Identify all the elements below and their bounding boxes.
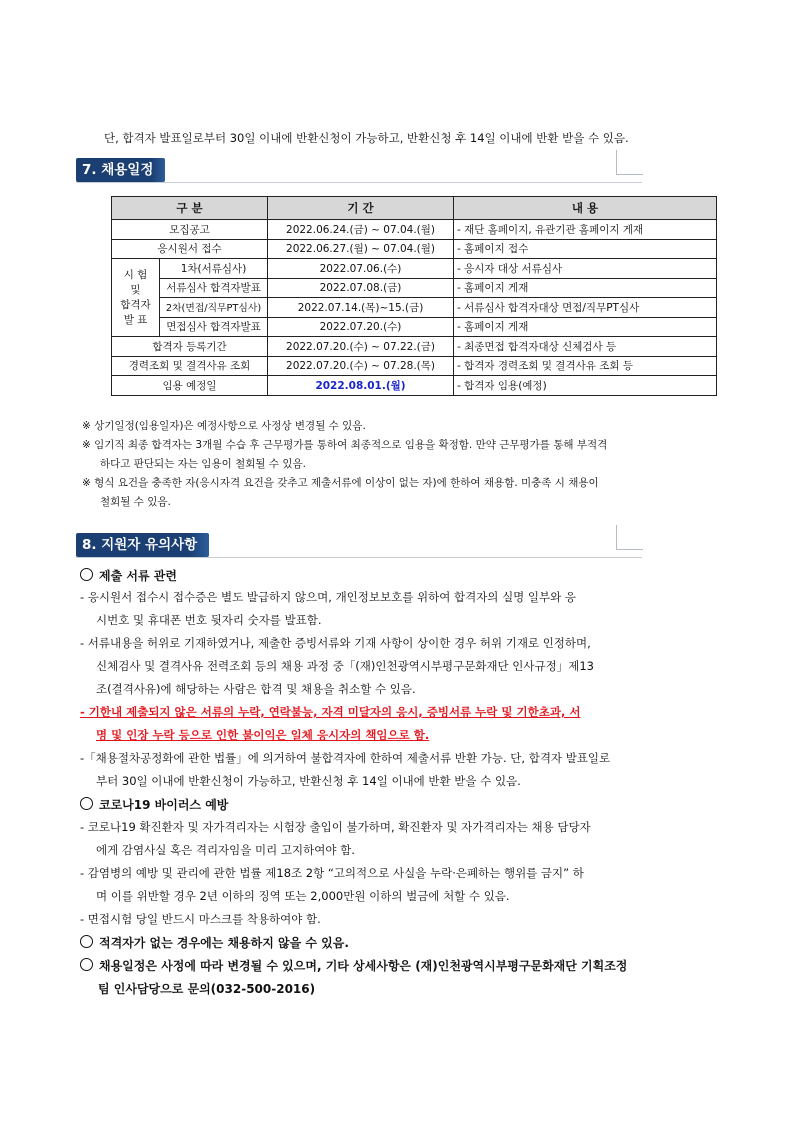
warning-line: - 기한내 제출되지 않은 서류의 누락, 연락불능, 자격 미달자의 응시, 증빙서류 누락 및 기한초과, 서 (80, 705, 581, 719)
notice-line: 에게 감염사실 혹은 격리자임을 미리 고지하여야 함. (96, 843, 355, 857)
table-row (112, 220, 717, 240)
circle-bullet-icon (80, 568, 93, 581)
group-label-line: 및 (130, 283, 141, 296)
row-content: - 홈페이지 게재 (454, 278, 717, 298)
row-content: - 최종면접 합격자대상 신체검사 등 (454, 337, 717, 357)
table-row (112, 356, 717, 376)
row-content: - 서류심사 합격자대상 면접/직무PT심사 (454, 298, 717, 318)
note-line: ※ 형식 요건을 충족한 자(응시자격 요건을 갖추고 제출서류에 이상이 없는 자)에 한하여 채용함. 미충족 시 채용이 (82, 477, 599, 489)
row-content: - 홈페이지 게재 (454, 317, 717, 337)
circle-bullet-icon (80, 797, 93, 810)
note-line: 하다고 판단되는 자는 임용이 철회될 수 있음. (100, 458, 306, 470)
group-label-line: 시 험 (123, 268, 148, 281)
circle-bullet-icon (80, 935, 93, 948)
row-label: 응시원서 접수 (112, 239, 268, 259)
table-row (112, 278, 717, 298)
subheading-text: 채용일정은 사정에 따라 변경될 수 있으며, 기타 상세사항은 (재)인천광역시부평구문화재단 기획조정 (99, 959, 628, 973)
row-period: 2022.06.27.(월) ~ 07.04.(월) (268, 239, 454, 259)
table-row (112, 298, 717, 318)
section-8-header (76, 533, 642, 557)
notice-line: 신체검사 및 결격사유 전력조회 등의 채용 과정 중「(재)인천광역시부평구문화재단 인사규정」제13 (96, 659, 594, 673)
decorative-corner (616, 150, 643, 175)
table-row (112, 376, 717, 396)
notice-line: - 서류내용을 허위로 기재하였거나, 제출한 증빙서류와 기재 사항이 상이한 경우 허위 기재로 인정하며, (80, 636, 591, 650)
table-row (112, 259, 717, 279)
subheading-text: 코로나19 바이러스 예방 (99, 798, 229, 812)
refund-note: 단, 합격자 발표일로부터 30일 이내에 반환신청이 가능하고, 반환신청 후 14일 이내에 반환 받을 수 있음. (104, 131, 629, 145)
subheading-contact (80, 957, 627, 974)
schedule-table (111, 196, 717, 396)
schedule-notes (82, 418, 722, 513)
notice-line: - 코로나19 확진환자 및 자가격리자는 시험장 출입이 불가하며, 확진환자 및 자가격리자는 채용 담당자 (80, 820, 591, 834)
row-period: 2022.07.20.(수) ~ 07.22.(금) (268, 337, 454, 357)
row-content: - 합격자 경력조회 및 결격사유 조회 등 (454, 356, 717, 376)
circle-bullet-icon (80, 958, 93, 971)
note-line: 철회될 수 있음. (100, 496, 171, 508)
row-label: 서류심사 합격자발표 (160, 278, 268, 298)
table-row (112, 337, 717, 357)
row-label: 임용 예정일 (112, 376, 268, 396)
row-label: 경력조회 및 결격사유 조회 (112, 356, 268, 376)
note-line: ※ 임기직 최종 합격자는 3개월 수습 후 근무평가를 통하여 최종적으로 임용을 확정함. 만약 근무평가를 통해 부적격 (82, 439, 608, 451)
table-row (112, 317, 717, 337)
group-label-line: 합격자 (120, 298, 151, 311)
subheading-no-candidate (80, 934, 349, 951)
subheading-documents (80, 567, 177, 584)
notice-line: 시번호 및 휴대폰 번호 뒷자리 숫자를 발표함. (96, 613, 322, 627)
subheading-covid (80, 796, 228, 813)
subheading-text: 제출 서류 관련 (99, 569, 177, 583)
appointment-date: 2022.08.01.(월) (268, 376, 454, 396)
row-label: 2차(면접/직무PT심사) (160, 298, 268, 318)
notice-line: - 응시원서 접수시 접수증은 별도 발급하지 않으며, 개인정보보호를 위하여 합격자의 실명 일부와 응 (80, 590, 577, 604)
table-row (112, 239, 717, 259)
section-8-title: 8. 지원자 유의사항 (76, 533, 209, 557)
header-category: 구 분 (112, 197, 268, 220)
row-period: 2022.07.08.(금) (268, 278, 454, 298)
contact-line: 팀 인사담당으로 문의(032-500-2016) (98, 982, 316, 996)
row-content: - 응시자 대상 서류심사 (454, 259, 717, 279)
row-period: 2022.06.24.(금) ~ 07.04.(월) (268, 220, 454, 240)
decorative-corner (616, 525, 643, 550)
row-content: - 홈페이지 접수 (454, 239, 717, 259)
row-content: - 재단 홈페이지, 유관기관 홈페이지 게재 (454, 220, 717, 240)
section-divider (76, 557, 642, 558)
notice-line: 부터 30일 이내에 반환신청이 가능하고, 반환신청 후 14일 이내에 반환 받을 수 있음. (96, 774, 521, 788)
section-7-title: 7. 채용일정 (76, 158, 165, 182)
note-line: ※ 상기일정(임용일자)은 예정사항으로 사정상 변경될 수 있음. (82, 420, 366, 432)
notice-line: -「채용절차공정화에 관한 법률」에 의거하여 불합격자에 한하여 제출서류 반환 가능. 단, 합격자 발표일로 (80, 751, 611, 765)
notice-line: 며 이를 위반할 경우 2년 이하의 징역 또는 2,000만원 이하의 벌금에 처할 수 있음. (96, 889, 510, 903)
subheading-text: 적격자가 없는 경우에는 채용하지 않을 수 있음. (99, 936, 349, 950)
notice-line: - 면접시험 당일 반드시 마스크를 착용하여야 함. (80, 912, 321, 926)
row-period: 2022.07.20.(수) (268, 317, 454, 337)
row-period: 2022.07.06.(수) (268, 259, 454, 279)
header-content: 내 용 (454, 197, 717, 220)
row-label: 1차(서류심사) (160, 259, 268, 279)
row-period: 2022.07.14.(목)~15.(금) (268, 298, 454, 318)
row-content: - 합격자 임용(예정) (454, 376, 717, 396)
group-label (112, 259, 160, 337)
row-label: 모집공고 (112, 220, 268, 240)
row-label: 면접심사 합격자발표 (160, 317, 268, 337)
section-7-header (76, 158, 642, 182)
group-label-line: 발 표 (123, 313, 148, 326)
warning-line: 명 및 인장 누락 등으로 인한 불이익은 일체 응시자의 책임으로 함. (96, 728, 430, 742)
notice-line: 조(결격사유)에 해당하는 사람은 합격 및 채용을 취소할 수 있음. (96, 682, 416, 696)
row-period: 2022.07.20.(수) ~ 07.28.(목) (268, 356, 454, 376)
section-divider (76, 182, 642, 183)
notice-line: - 감염병의 예방 및 관리에 관한 법률 제18조 2항 “고의적으로 사실을 누락·은폐하는 행위를 금지” 하 (80, 866, 584, 880)
row-label: 합격자 등록기간 (112, 337, 268, 357)
table-header-row (112, 197, 717, 220)
header-period: 기 간 (268, 197, 454, 220)
